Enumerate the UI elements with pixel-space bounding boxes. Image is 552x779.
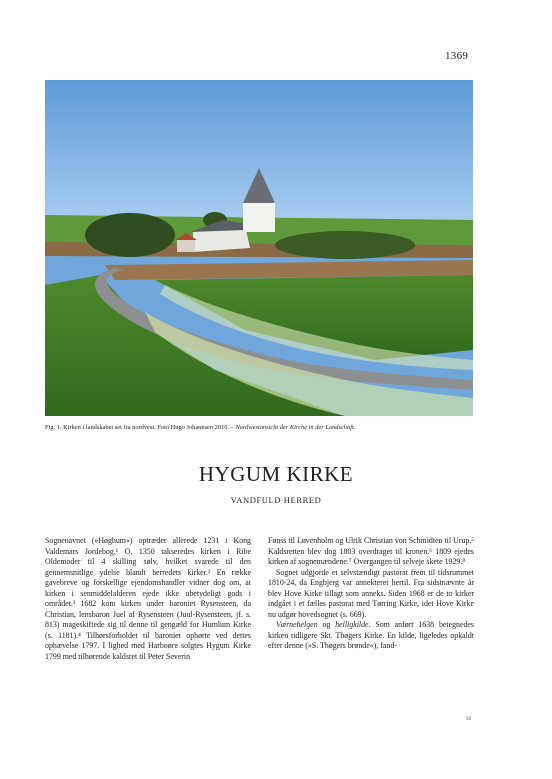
tree-clump: [85, 213, 175, 257]
paragraph: Sognet udgjorde et selvstændigt pastorat frem til tidsrummet 1810-24, da Engbjerg var annekteret hertil. Fra sidstnævnte år blev Hove Kirke tillagt som anneks. Siden 1968 er de to kirker indgået i et fælles pastorat med Tørring Kirke, idet Hove Kirke nu udgør hovedsognet (s. 669).: [268, 567, 474, 619]
paragraph-text: . Som anført 1638 betegnedes kirken tidligere Skt. Thøgers Kirke. En kilde, ligeledes opkaldt efter denne (»S. Thøgers brønde«), fand-: [268, 620, 474, 650]
landscape-illustration: [45, 80, 473, 416]
conjunction: og: [317, 620, 336, 629]
text-column-right: [268, 536, 474, 652]
page-number: 1369: [445, 50, 469, 62]
caption-german: Nordwestansicht der Kirche in der Landschaft.: [235, 424, 356, 431]
hedge: [275, 231, 415, 259]
figure-caption: [45, 423, 475, 432]
church-landscape-photo: [45, 80, 473, 416]
page-title: HYGUM KIRKE: [198, 462, 354, 486]
caption-danish: Fig. 1. Kirken i landskabet set fra nordvest. Foto Hugo Johannsen 2010. –: [45, 424, 234, 431]
paragraph: [268, 620, 474, 652]
paragraph: Fønss til Løvenholm og Ulrik Christian von Schmidten til Urup.⁵ Kaldsretten blev dog 1803 overdraget til kronen.⁶ 1809 ejedes kirken af sognemændene.⁷ Overgangen til selveje skete 1929.⁸: [268, 536, 474, 566]
italic-term: helligkilde: [335, 620, 369, 629]
church-tower: [243, 202, 275, 232]
text-column-left: [45, 536, 251, 662]
footer-mark: 56: [466, 717, 471, 722]
house: [177, 240, 195, 252]
page-subtitle: VANDFULD HERRED: [230, 495, 322, 505]
italic-term: Værnehelgen: [276, 620, 318, 629]
paragraph: Sognenavnet (»Høghum«) optræder allerede 1231 i Kong Valdemars Jordebog.¹ O. 1350 takseredes kirken i Ribe Oldemoder til 4 skilling sølv, hvilket svarede til den gennemsnitlige ydelse blandt herredets kirker.² En række gavebreve og forskellige ejendomshandler vidner dog om, at kirken i senmiddelalderen ejede ikke ubetydeligt gods i området.³ 1682 kom kirken under baroniet Rysensteen, da Christian, lensbaron Juel af Rysensteen (Juul-Rysensteen, jf. s. 813) mageskiftede sig til denne til gengæld for Humlum Kirke (s. 1181).⁴ Tilhørsforholdet til baroniet ophørte ved dettes ophævelse 1797. I lighed med Harboøre solgtes Hygum Kirke 1799 med tilhørende kaldsret til Peter Severin: [45, 536, 251, 661]
